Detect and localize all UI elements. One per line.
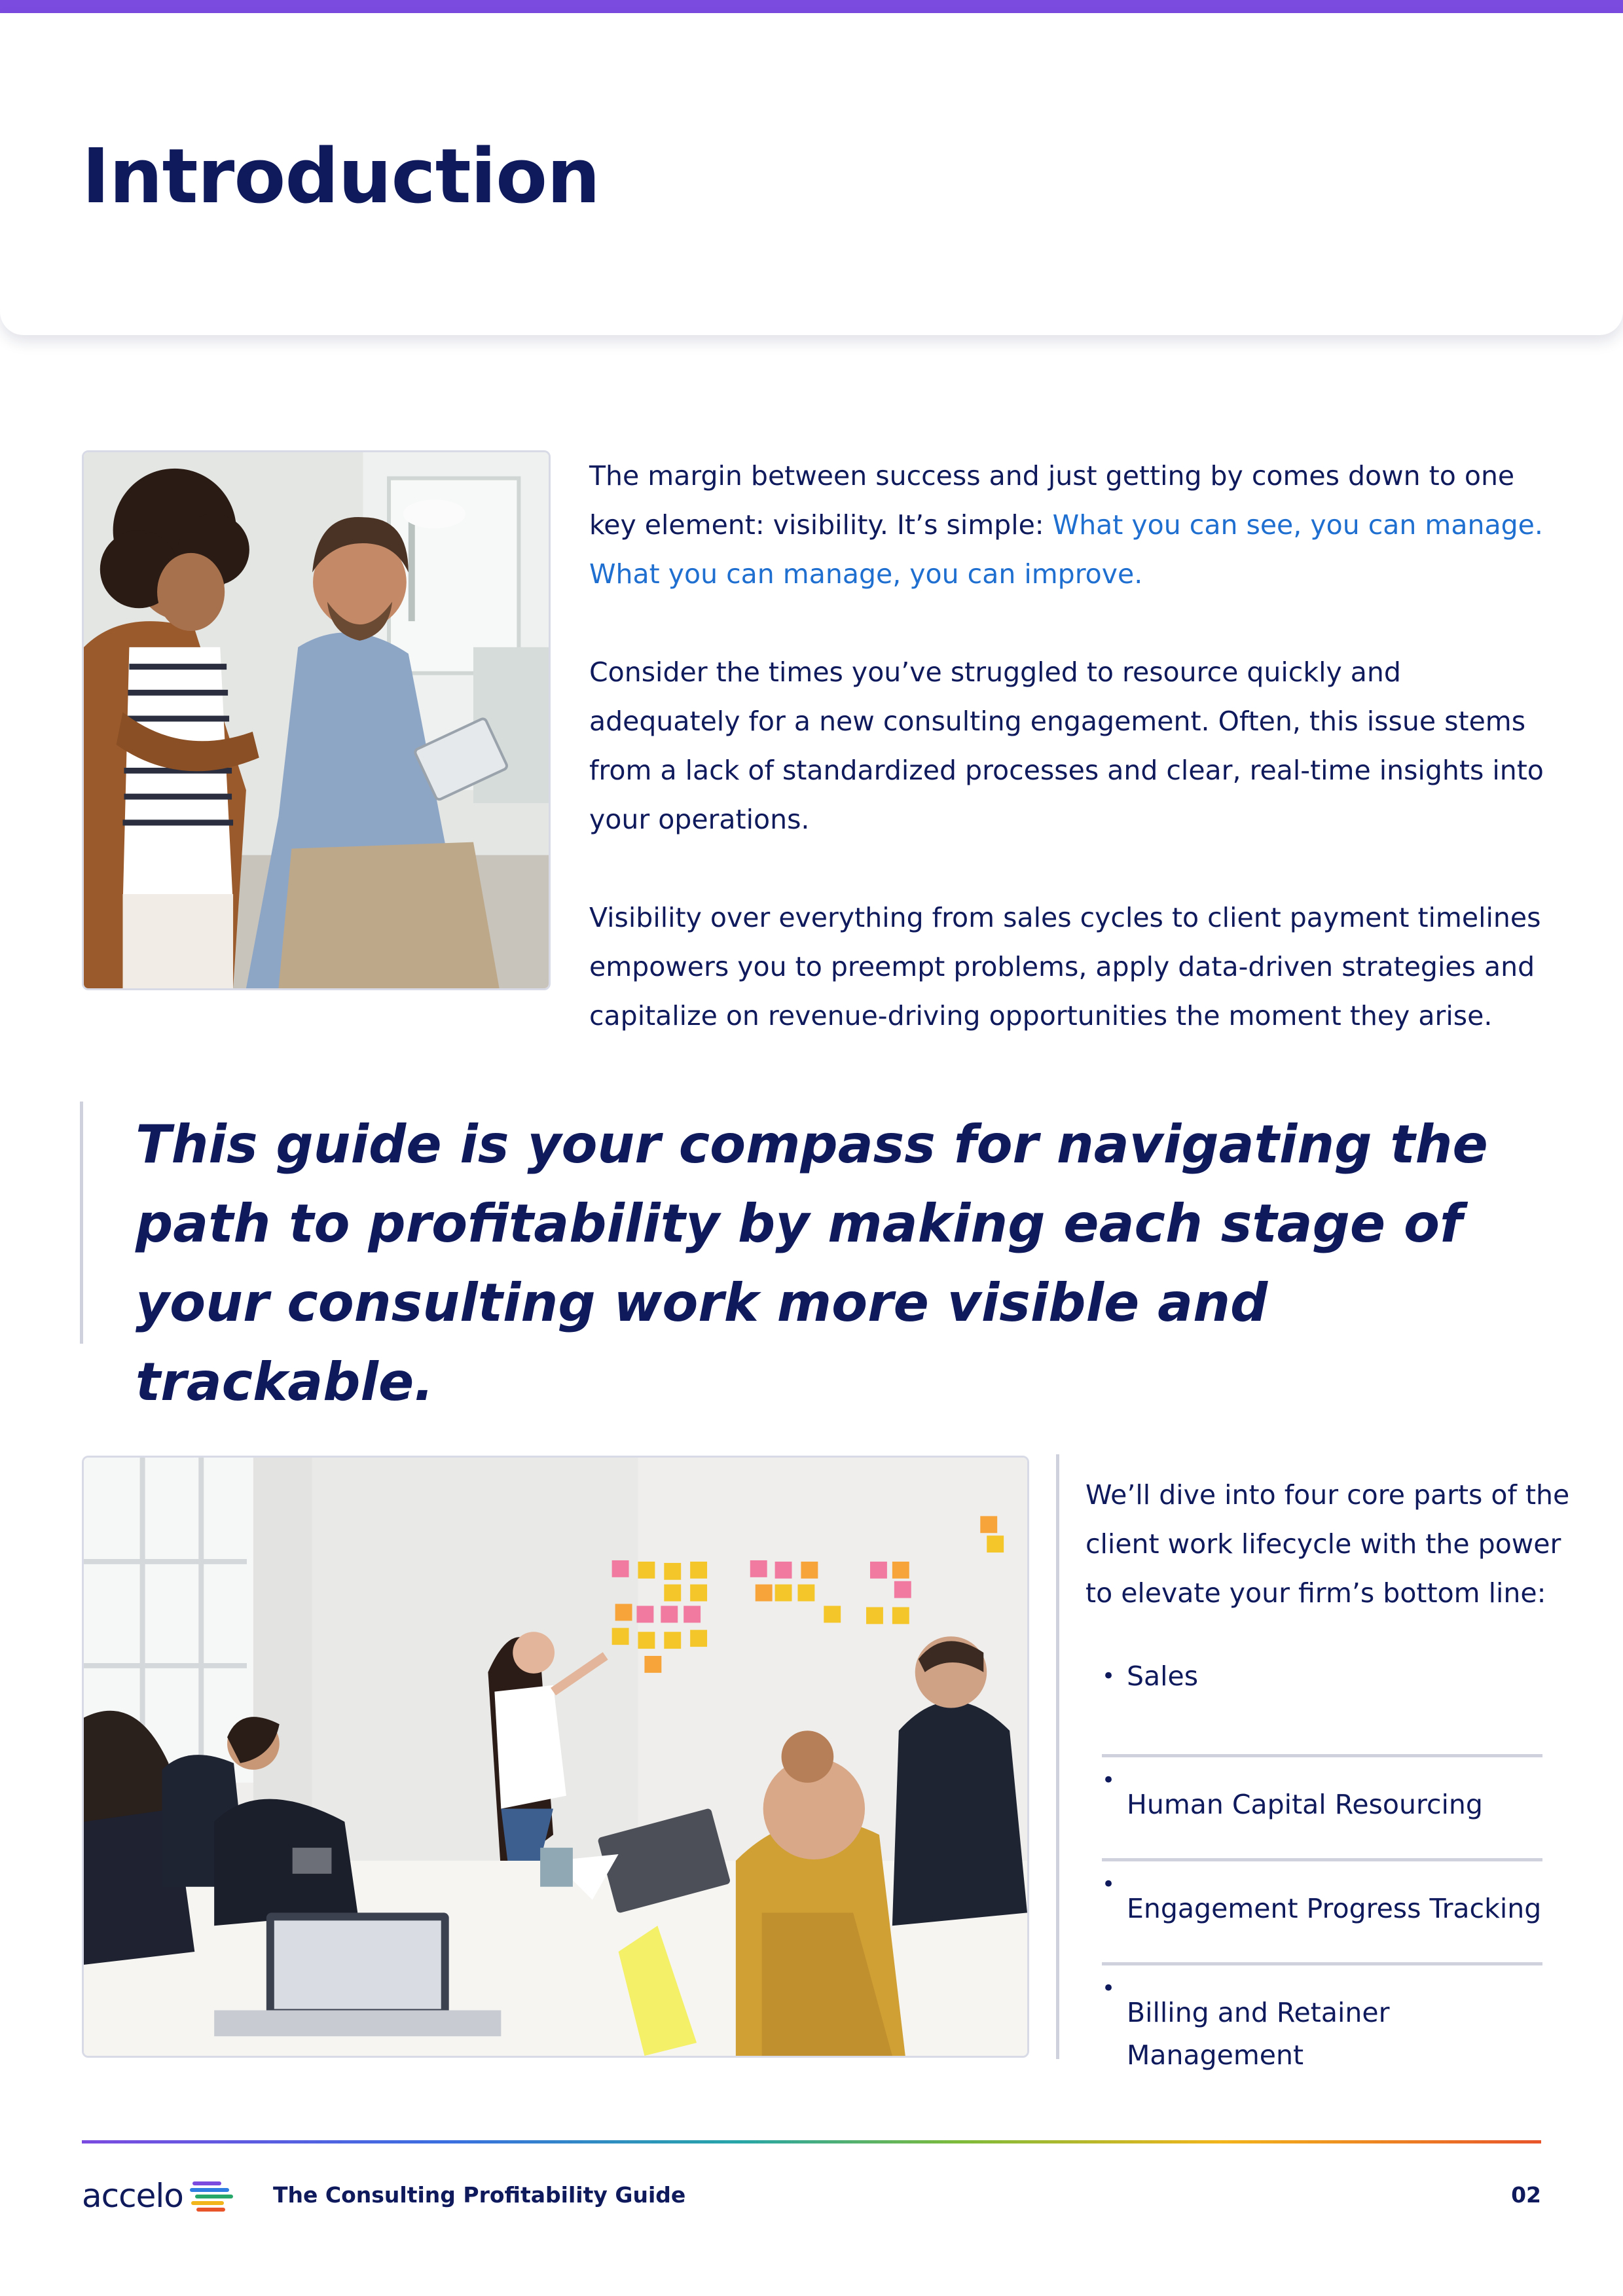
- list-item-tracking: [1102, 1861, 1542, 1965]
- intro-paragraph-3: Visibility over everything from sales cycles to client payment timelines empowers you to preempt problems, apply data-driven strategies and capitalize on revenue-driving opportunities the moment they arise.: [589, 902, 1541, 1031]
- colleagues-photo: [82, 450, 551, 990]
- bullet: •: [1102, 1663, 1116, 1689]
- intro-lead: The margin between success and just getting by comes down to one key element: visibility. It’s simple:: [589, 460, 1515, 541]
- list-item-resourcing: [1102, 1757, 1542, 1861]
- logo-wordmark: accelo: [82, 2177, 183, 2215]
- list-item-label: Sales: [1127, 1660, 1199, 1692]
- guide-title: The Consulting Profitability Guide: [273, 2182, 686, 2208]
- lifecycle-divider: [1056, 1454, 1059, 2059]
- logo-stripes-icon: [189, 2179, 236, 2213]
- lifecycle-intro: We’ll dive into four core parts of the client work lifecycle with the power to elevate your firm’s bottom line:: [1085, 1479, 1570, 1609]
- bullet: •: [1102, 1767, 1116, 1793]
- quote-divider: [80, 1102, 83, 1344]
- visibility-highlight: What you can see, you can manage. What you can manage, you can improve.: [589, 509, 1543, 590]
- page-title: Introduction: [82, 133, 600, 221]
- header-card: [0, 13, 1623, 335]
- page-number: 02: [1511, 2182, 1541, 2208]
- team-meeting-photo: [82, 1456, 1029, 2058]
- list-item-label: Engagement Progress Tracking: [1127, 1893, 1542, 1924]
- bullet: •: [1102, 1871, 1116, 1897]
- bullet: •: [1102, 1975, 1116, 2001]
- list-item-label: Human Capital Resourcing: [1127, 1789, 1483, 1820]
- lifecycle-list: [1102, 1653, 1542, 2077]
- footer-gradient-line: [82, 2140, 1541, 2144]
- list-item-billing: [1102, 1965, 1542, 2077]
- list-item-label: Billing and Retainer Management: [1127, 1997, 1390, 2071]
- pull-quote: This guide is your compass for navigating the path to profitability by making each stage of your consulting work more visible and trackable.: [136, 1114, 1488, 1412]
- top-accent-bar: [0, 0, 1623, 13]
- intro-text: [589, 452, 1545, 1041]
- accelo-logo: [82, 2173, 236, 2219]
- intro-paragraph-2: Consider the times you’ve struggled to resource quickly and adequately for a new consulting engagement. Often, this issue stems from a lack of standardized processes and clear, real-time insights into your operations.: [589, 656, 1544, 835]
- list-item-sales: [1102, 1653, 1542, 1757]
- intro-paragraph-1: [589, 452, 1545, 599]
